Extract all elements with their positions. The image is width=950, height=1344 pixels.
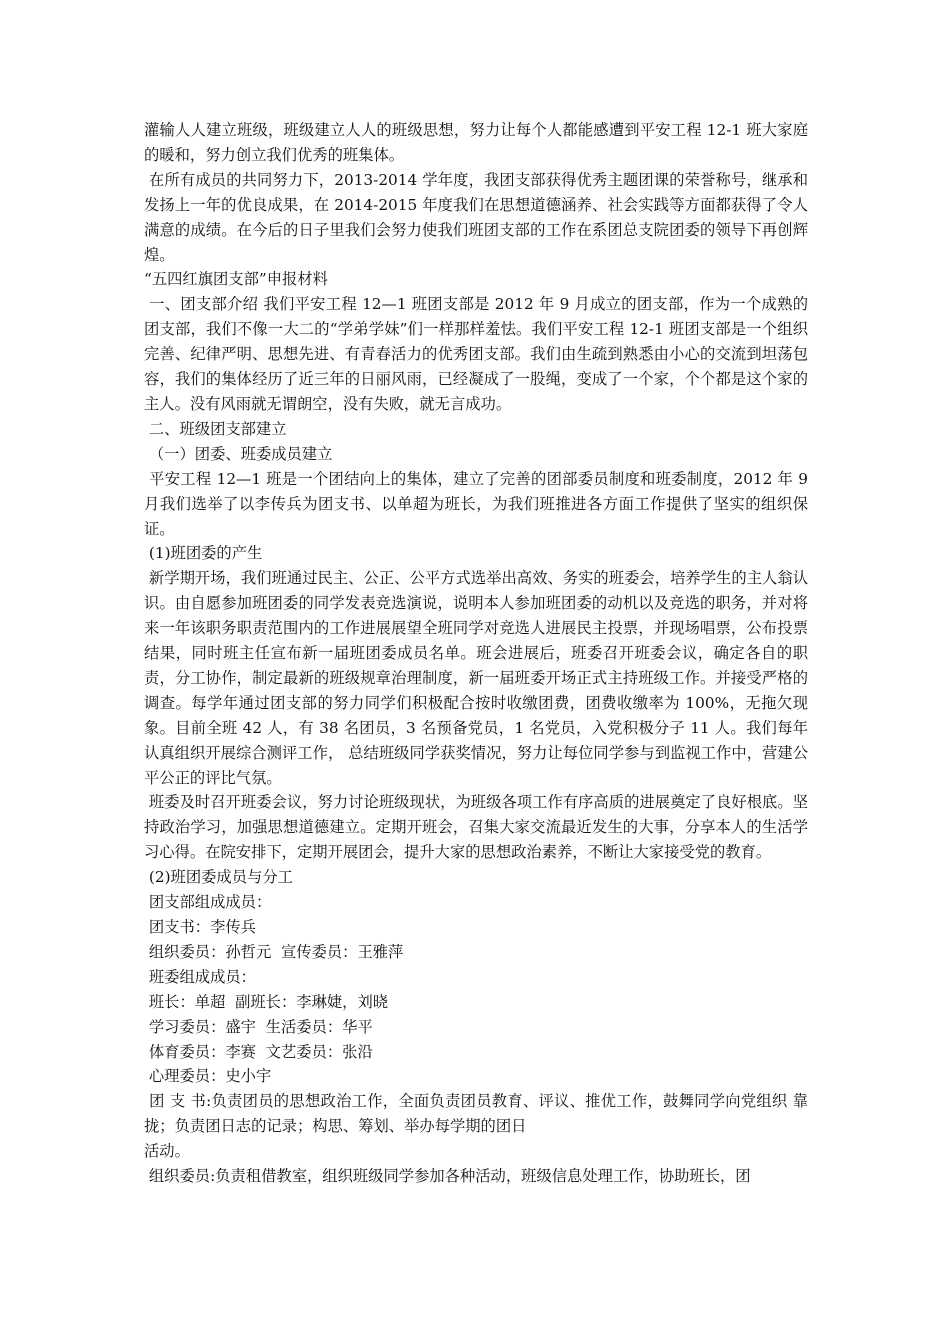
member-line-secretary: 团支书：李传兵: [144, 918, 256, 936]
document-page: [144, 118, 813, 1189]
section-heading-branch-construction: 二、班级团支部建立: [144, 419, 287, 438]
label-class-committee-members: 班委组成成员：: [144, 967, 256, 986]
paragraph-committee-overview: 平安工程 12—1 班是一个团结向上的集体，建立了完善的团部委员制度和班委制度，2012 年 9 月我们选举了以李传兵为团支书、以单超为班长，为我们班推进各方面工作提供了坚实的组织保证。: [144, 469, 813, 538]
member-line-study-life: 学习委员：盛宇 生活委员：华平: [144, 1017, 373, 1036]
duty-organization-committee: 组织委员:负责租借教室，组织班级同学参加各种活动，班级信息处理工作，协助班长，团: [144, 1167, 751, 1186]
subheading-committee-election: (1)班团委的产生: [144, 544, 263, 563]
member-line-sports-arts: 体育委员：李赛 文艺委员：张沿: [144, 1042, 373, 1061]
duty-secretary: 团 支 书:负责团员的思想政治工作，全面负责团员教育、评议、推优工作，鼓舞同学向党组织 靠拢；负责团日志的记录；构思、筹划、举办每学期的团日: [144, 1092, 808, 1136]
member-line-psychology: 心理委员：史小宇: [144, 1067, 272, 1086]
member-line-monitor: 班长：单超 副班长：李琳婕，刘晓: [144, 992, 389, 1011]
paragraph-achievements: 在所有成员的共同努力下，2013-2014 学年度，我团支部获得优秀主题团课的荣誉称号，继承和发扬上一年的优良成果，在 2014-2015 年度我们在思想道德涵养、社会实践等方面都获得了令人满意的成绩。在今后的日子里我们会努力使我们班团支部的工作在系团总支院团委的领导下再创辉煌。: [144, 170, 808, 264]
document-title: “五四红旗团支部”申报材料: [144, 270, 328, 289]
subheading-members-and-roles: (2)班团委成员与分工: [144, 868, 293, 887]
label-league-branch-members: 团支部组成成员：: [144, 893, 272, 912]
paragraph-committee-meetings: 班委及时召开班委会议，努力讨论班级现状，为班级各项工作有序高质的进展奠定了良好根底。坚持政治学习，加强思想道德建立。定期开班会，召集大家交流最近发生的大事，分享本人的生活学习心得。在院安排下，定期开展团会，提升大家的思想政治素养，不断让大家接受党的教育。: [144, 793, 808, 862]
paragraph-intro-end: 灌输人人建立班级，班级建立人人的班级思想，努力让每个人都能感遭到平安工程 12-1 班大家庭的暖和，努力创立我们优秀的班集体。: [144, 121, 808, 164]
section-branch-introduction: 一、团支部介绍 我们平安工程 12—1 班团支部是 2012 年 9 月成立的团支部，作为一个成熟的团支部，我们不像一大二的“学弟学妹”们一样那样羞怯。我们平安工程 12-1 班团支部是一个组织完善、纪律严明、思想先进、有青春活力的优秀团支部。我们由生疏到熟悉由小心的交流到坦荡包容，我们的集体经历了近三年的日丽风雨，已经凝成了一股绳，变成了一个家，个个都是这个家的主人。没有风雨就无谓朗空，没有失败，就无言成功。: [144, 295, 808, 413]
paragraph-election-process: 新学期开场，我们班通过民主、公正、公平方式选举出高效、务实的班委会，培养学生的主人翁认识。由自愿参加班团委的同学发表竞选演说，说明本人参加班团委的动机以及竞选的职务，并对将来一年该职务职责范围内的工作进展展望全班同学对竞选人进展民主投票，并现场唱票，公布投票结果，同时班主任宣布新一届班团委成员名单。班会进展后，班委召开班委会议，确定各自的职责，分工协作，制定最新的班级规章治理制度，新一届班委开场正式主持班级工作。并接受严格的调查。每学年通过团支部的努力同学们积极配合按时收缴团费，团费收缴率为 100%，无拖欠现象。目前全班 42 人，有 38 名团员，3 名预备党员，1 名党员，入党积极分子 11 人。我们每年认真组织开展综合测评工作， 总结班级同学获奖情况，努力让每位同学参与到监视工作中，营建公平公正的评比气氛。: [144, 569, 808, 787]
subsection-heading-committee-members: （一）团委、班委成员建立: [144, 444, 333, 463]
member-line-organization-publicity: 组织委员：孙哲元 宣传委员：王雅萍: [144, 942, 404, 961]
duty-secretary-continued: 活动。: [144, 1142, 190, 1161]
